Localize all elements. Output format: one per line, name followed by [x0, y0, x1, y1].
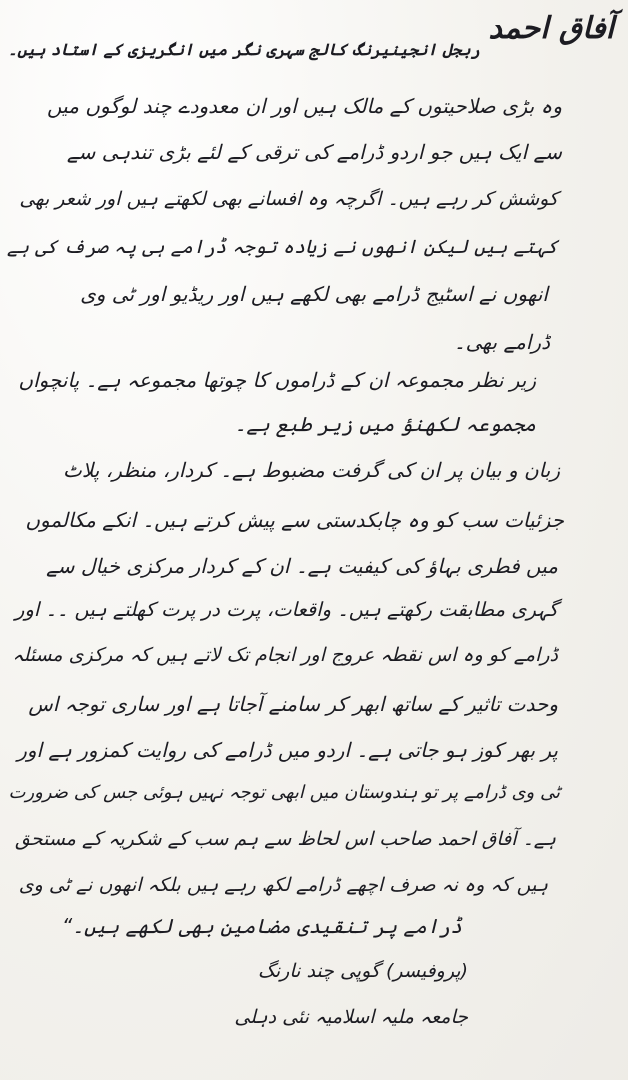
document-line-6: انھوں نے اسٹیج ڈرامے بھی لکھے ہیں اور ریڈیو اور ٹی وی [80, 282, 548, 306]
document-line-16: پر بھر کوز ہو جاتی ہے۔ اردو میں ڈرامے کی روایت کمزور ہے اور [17, 738, 558, 762]
document-line-13: گہری مطابقت رکھتے ہیں۔ واقعات، پرت در پرت کھلتے ہیں ۔۔ اور [15, 598, 558, 621]
document-line-19: ہیں کہ وہ نہ صرف اچھے ڈرامے لکھ رہے ہیں بلکہ انھوں نے ٹی وی [18, 874, 548, 896]
signature-affiliation: جامعہ ملیہ اسلامیہ نئی دہلی [234, 1006, 468, 1028]
document-line-4: کوشش کر رہے ہیں۔ اگرچہ وہ افسانے بھی لکھتے ہیں اور شعر بھی [19, 188, 558, 210]
document-line-5: کہتے ہیں لیکن انھوں نے زیادہ توجہ ڈرامے ہی پہ صرف کی ہے [6, 236, 558, 258]
document-line-11: جزئیات سب کو وہ چابکدستی سے پیش کرتے ہیں۔ انکے مکالموں [25, 508, 564, 532]
document-line-12: میں فطری بہاؤ کی کیفیت ہے۔ ان کے کردار مرکزی خیال سے [46, 554, 558, 578]
document-line-18: ہے۔ آفاق احمد صاحب اس لحاظ سے ہم سب کے شکریہ کے مستحق [14, 828, 556, 850]
document-line-17: ٹی وی ڈرامے پر تو ہندوستان میں ابھی توجہ نہیں ہوئی جس کی ضرورت [8, 782, 560, 803]
document-line-2: وہ بڑی صلاحیتوں کے مالک ہیں اور ان معدودے چند لوگوں میں [46, 94, 562, 118]
signature-name: (پروفیسر) گوپی چند نارنگ [257, 960, 468, 982]
document-line-9: مجموعہ لکھنؤ میں زیر طبع ہے۔ [234, 412, 536, 436]
document-title-name: آفاق احمد [488, 11, 614, 46]
document-line-10: زبان و بیان پر ان کی گرفت مضبوط ہے۔ کردار، منظر، پلاٹ [63, 458, 560, 482]
document-line-14: ڈرامے کو وہ اس نقطہ عروج اور انجام تک لاتے ہیں کہ مرکزی مسئلہ [12, 644, 558, 666]
document-line-8: زیر نظر مجموعہ ان کے ڈراموں کا چوتھا مجموعہ ہے۔ پانچواں [18, 368, 536, 392]
document-line-15: وحدت تاثیر کے ساتھ ابھر کر سامنے آجاتا ہے اور ساری توجہ اس [28, 692, 558, 716]
document-line-7: ڈرامے بھی۔ [453, 330, 550, 354]
document-line-1: ربجل انجینیرنگ کالج سہری نگر میں انگریزی کے استاد ہیں۔ [7, 40, 480, 59]
document-line-20: ڈرامے پر تنقیدی مضامین بھی لکھے ہیں۔“ [61, 914, 462, 938]
document-line-3: سے ایک ہیں جو اردو ڈرامے کی ترقی کے لئے بڑی تندہی سے [66, 140, 562, 164]
